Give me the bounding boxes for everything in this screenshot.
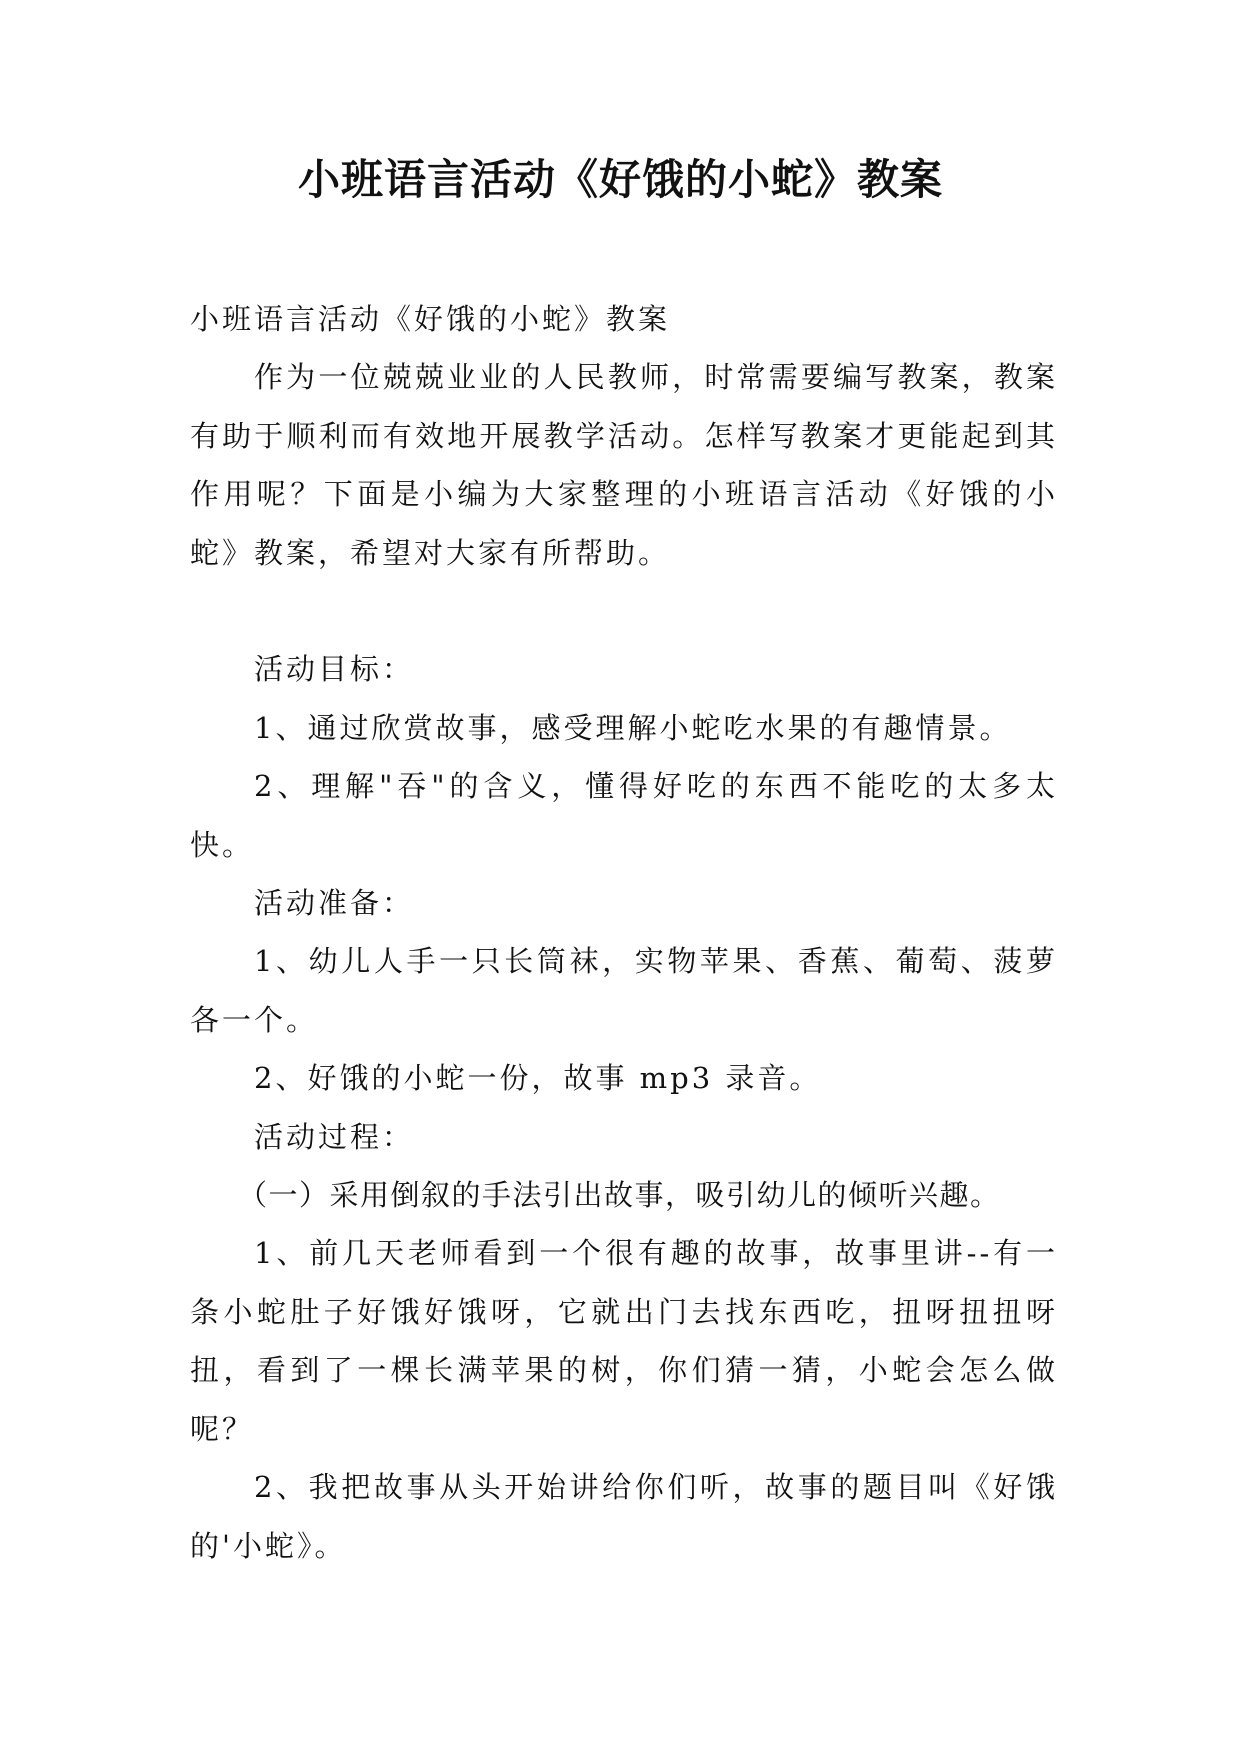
- goal-item-2: 2、理解"吞"的含义，懂得好吃的东西不能吃的太多太快。: [190, 769, 1058, 862]
- process-item-2: 2、我把故事从头开始讲给你们听，故事的题目叫《好饿的'小蛇》。: [190, 1470, 1058, 1563]
- intro-paragraph: 作为一位兢兢业业的人民教师，时常需要编写教案，教案有助于顺利而有效地开展教学活动。怎样写教案才更能起到其作用呢？下面是小编为大家整理的小班语言活动《好饿的小蛇》教案，希望对大家有所帮助。: [190, 360, 1058, 570]
- process-step-heading: （一）采用倒叙的手法引出故事，吸引幼儿的倾听兴趣。: [238, 1178, 1001, 1213]
- goal-item-1: 1、通过欣赏故事，感受理解小蛇吃水果的有趣情景。: [254, 710, 1012, 745]
- preparation-item-1: 1、幼儿人手一只长筒袜，实物苹果、香蕉、葡萄、菠萝各一个。: [190, 944, 1058, 1037]
- document-title: 小班语言活动《好饿的小蛇》教案: [297, 155, 943, 204]
- preparation-item-2: 2、好饿的小蛇一份，故事 mp3 录音。: [254, 1061, 822, 1096]
- document-body: [190, 290, 1058, 1575]
- section-heading-process: 活动过程：: [254, 1119, 415, 1154]
- section-heading-goals: 活动目标：: [254, 652, 415, 687]
- blank-line: [190, 582, 1058, 640]
- section-heading-preparation: 活动准备：: [254, 886, 415, 921]
- subtitle-paragraph: 小班语言活动《好饿的小蛇》教案: [190, 302, 671, 336]
- process-item-1: 1、前几天老师看到一个很有趣的故事，故事里讲--有一条小蛇肚子好饿好饿呀，它就出门去找东西吃，扭呀扭扭呀扭，看到了一棵长满苹果的树，你们猜一猜，小蛇会怎么做呢？: [190, 1236, 1058, 1446]
